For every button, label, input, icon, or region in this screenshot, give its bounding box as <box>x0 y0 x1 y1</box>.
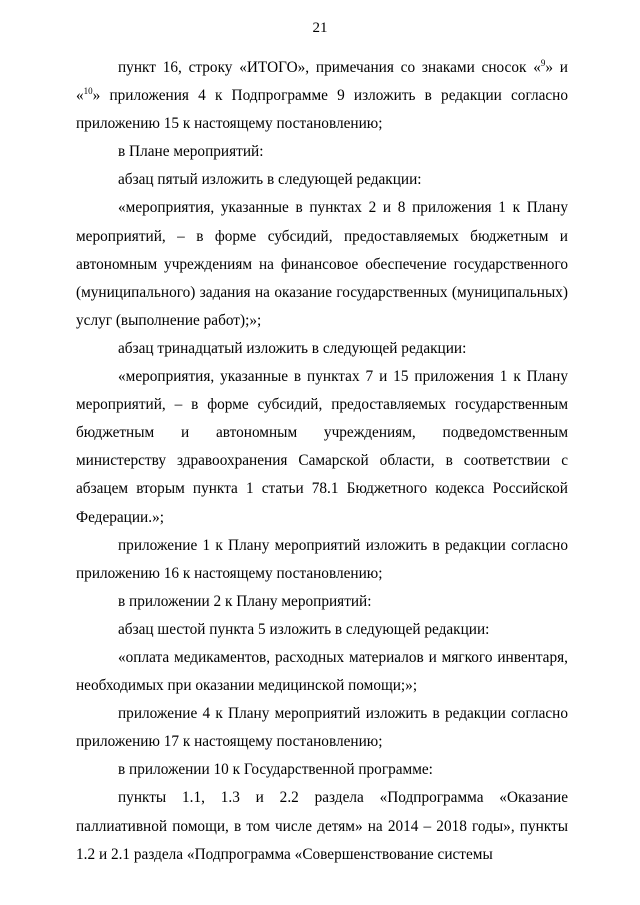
paragraph: приложение 4 к Плану мероприятий изложить в редакции согласно приложению 17 к настоящему постановлению; <box>76 705 568 751</box>
paragraph-text: пункт 16, строку «ИТОГО», примечания со знаками сносок « <box>118 59 541 76</box>
paragraph-text: » и « <box>76 59 568 105</box>
paragraph: в приложении 10 к Государственной программе: <box>118 761 433 779</box>
paragraph-text: » приложения 4 к Подпрограмме 9 изложить в редакции согласно приложению 15 к настоящему постановлению; <box>76 87 568 133</box>
document-body <box>76 54 568 869</box>
paragraph: в приложении 2 к Плану мероприятий: <box>118 592 372 610</box>
footnote-mark: 9 <box>540 57 546 68</box>
paragraph: абзац тринадцатый изложить в следующей редакции: <box>118 339 467 357</box>
paragraph: абзац пятый изложить в следующей редакции: <box>118 171 422 189</box>
paragraph <box>76 54 568 138</box>
footnote-mark: 10 <box>83 86 93 96</box>
paragraph: абзац шестой пункта 5 изложить в следующей редакции: <box>118 620 490 638</box>
paragraph: приложение 1 к Плану мероприятий изложить в редакции согласно приложению 16 к настоящему постановлению; <box>76 536 568 582</box>
paragraph: в Плане мероприятий: <box>118 143 264 161</box>
paragraph: «оплата медикаментов, расходных материалов и мягкого инвентаря, необходимых при оказании медицинской помощи;»; <box>76 648 568 695</box>
paragraph: «мероприятия, указанные в пунктах 7 и 15 приложения 1 к Плану мероприятий, – в форме субсидий, предоставляемых государственным бюджетным и автономным учреждениям, подведомственным министерству здравоохранения Самарской области, в соответствии с абзацем вторым пункта 1 статьи 78.1 Бюджетного кодекса Российской Федерации.»; <box>76 368 568 526</box>
paragraph: «мероприятия, указанные в пунктах 2 и 8 приложения 1 к Плану мероприятий, – в форме субсидий, предоставляемых бюджетным и автономным учреждениям на финансовое обеспечение государственного (муниципального) задания на оказание государственных (муниципальных) услуг (выполнение работ);»; <box>76 199 568 329</box>
page-number: 21 <box>312 20 328 36</box>
paragraph: пункты 1.1, 1.3 и 2.2 раздела «Подпрограмма «Оказание паллиативной помощи, в том числе детям» на 2014 – 2018 годы», пункты 1.2 и 2.1 раздела «Подпрограмма «Совершенствование системы <box>76 789 568 863</box>
